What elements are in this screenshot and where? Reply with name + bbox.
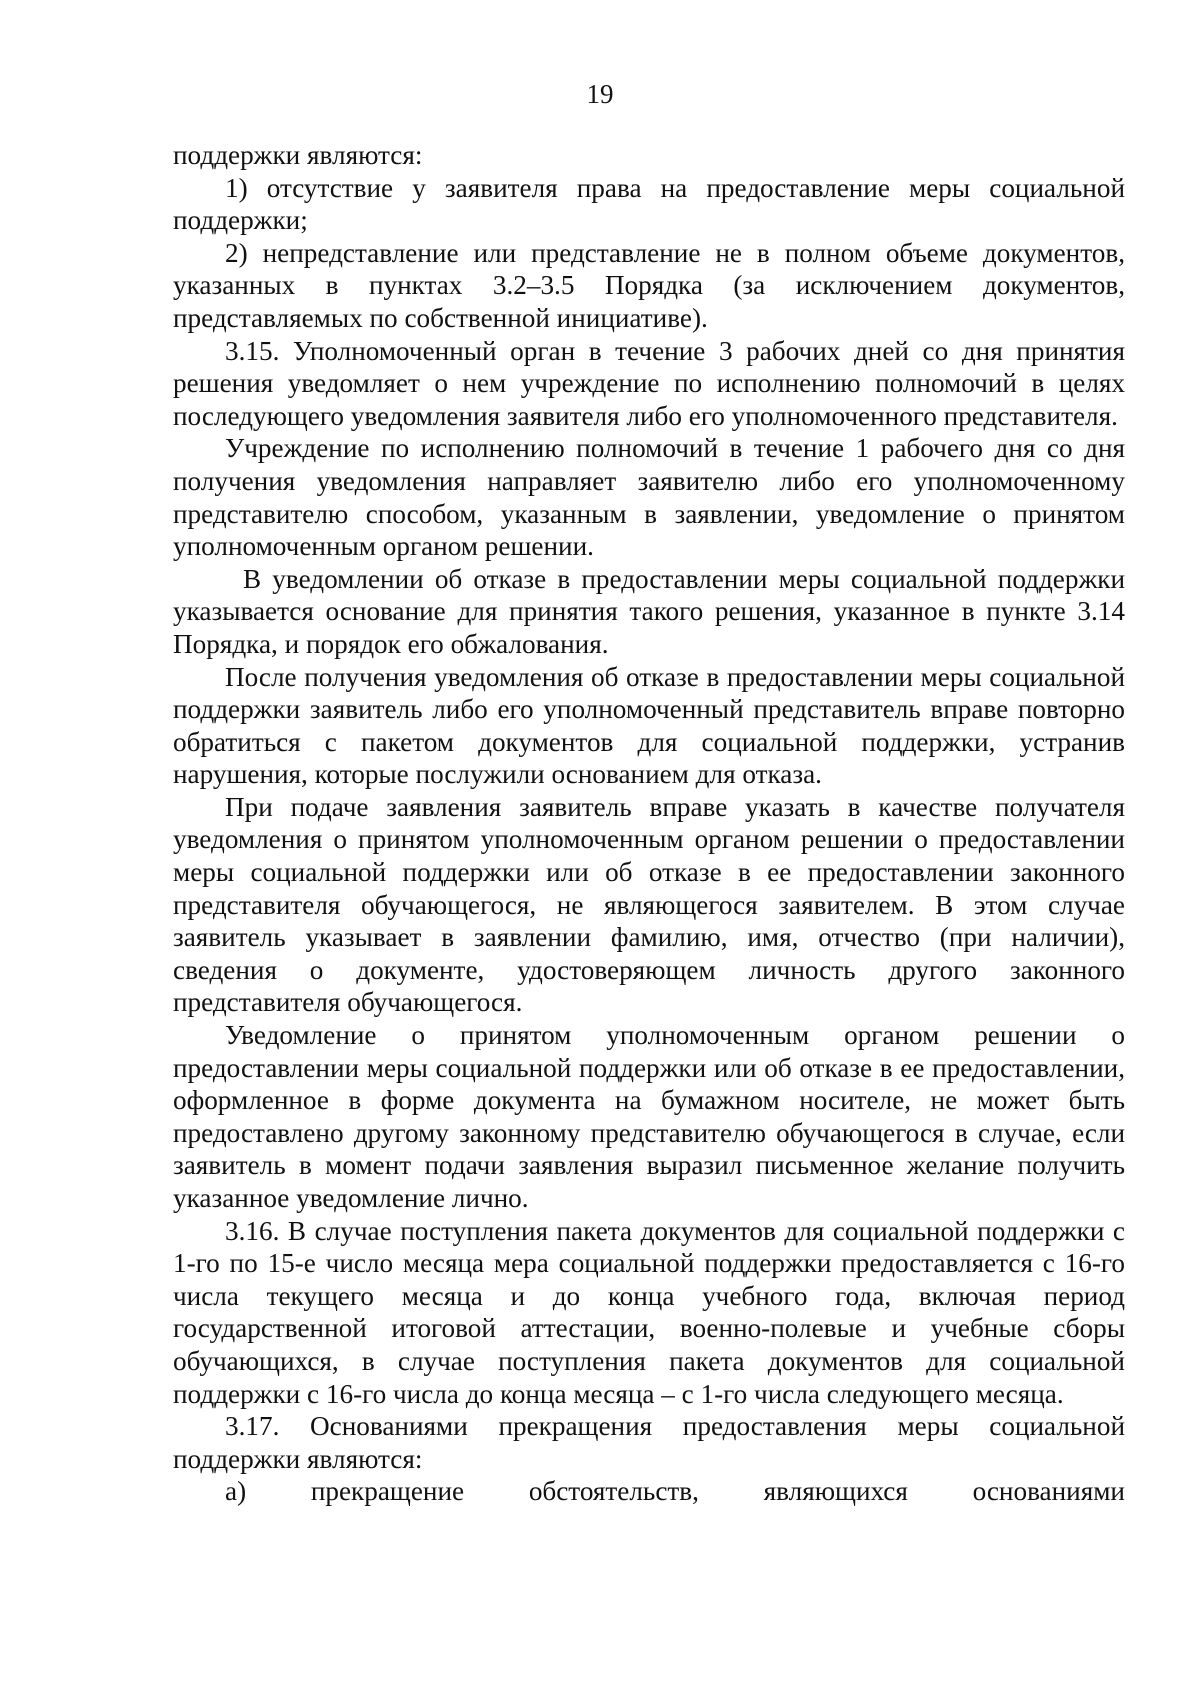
paragraph-reapply: После получения уведомления об отказе в предоставлении меры социальной поддержки заявитель либо его уполномоченный представитель вправе повторно обратиться с пакетом документов для социальной поддержки, устранив нарушения, которые послужили основанием для отказа.: [173, 661, 1125, 790]
item-a-word: прекращение: [310, 1476, 465, 1507]
paragraph-refusal-notice: В уведомлении об отказе в предоставлении меры социальной поддержки указывается основание для принятия такого решения, указанное в пункте 3.14 Порядка, и порядок его обжалования.: [173, 563, 1125, 659]
paragraph-item-a: [173, 1475, 1125, 1508]
paragraph-item-1: 1) отсутствие у заявителя права на предоставление меры социальной поддержки;: [173, 172, 1125, 236]
document-body: [173, 139, 1125, 1508]
paragraph-item-2: 2) непредставление или представление не в полном объеме документов, указанных в пунктах 3.2–3.5 Порядка (за исключением документов, представляемых по собственной инициативе).: [173, 237, 1125, 333]
item-a-word: обстоятельств,: [528, 1476, 699, 1507]
paragraph-3-15: 3.15. Уполномоченный орган в течение 3 рабочих дней со дня принятия решения уведомляет о нем учреждение по исполнению полномочий в целях последующего уведомления заявителя либо его уполномоченного представителя.: [173, 335, 1125, 431]
page-number: 19: [586, 79, 614, 109]
paragraph-paper-notice: Уведомление о принятом уполномоченным органом решении о предоставлении меры социальной поддержки или об отказе в ее предоставлении, оформленное в форме документа на бумажном носителе, не может быть предоставлено другому законному представителю обучающегося в случае, если заявитель в момент подачи заявления выразил письменное желание получить указанное уведомление лично.: [173, 1020, 1125, 1213]
paragraph-3-16: 3.16. В случае поступления пакета документов для социальной поддержки с 1-го по 15-е число месяца мера социальной поддержки предоставляется с 16-го числа текущего месяца и до конца учебного года, включая период государственной итоговой аттестации, военно-полевые и учебные сборы обучающихся, в случае поступления пакета документов для социальной поддержки с 16-го числа до конца месяца – с 1-го числа следующего месяца.: [173, 1215, 1125, 1409]
item-a-word: а): [225, 1476, 247, 1507]
item-a-word: основаниями: [972, 1476, 1125, 1507]
item-a-word: являющихся: [763, 1476, 908, 1507]
paragraph-recipient: При подаче заявления заявитель вправе указать в качестве получателя уведомления о принятом уполномоченным органом решении о предоставлении меры социальной поддержки или об отказе в ее предоставлении законного представителя обучающегося, не являющегося заявителем. В этом случае заявитель указывает в заявлении фамилию, имя, отчество (при наличии), сведения о документе, удостоверяющем личность другого законного представителя обучающегося.: [173, 791, 1125, 1018]
paragraph-institution-notice: Учреждение по исполнению полномочий в течение 1 рабочего дня со дня получения уведомления направляет заявителю либо его уполномоченному представителю способом, указанным в заявлении, уведомление о принятом уполномоченным органом решении.: [173, 433, 1125, 562]
paragraph-continuation: поддержки являются:: [173, 140, 423, 170]
paragraph-3-17: 3.17. Основаниями прекращения предоставления меры социальной поддержки являются:: [173, 1411, 1125, 1474]
